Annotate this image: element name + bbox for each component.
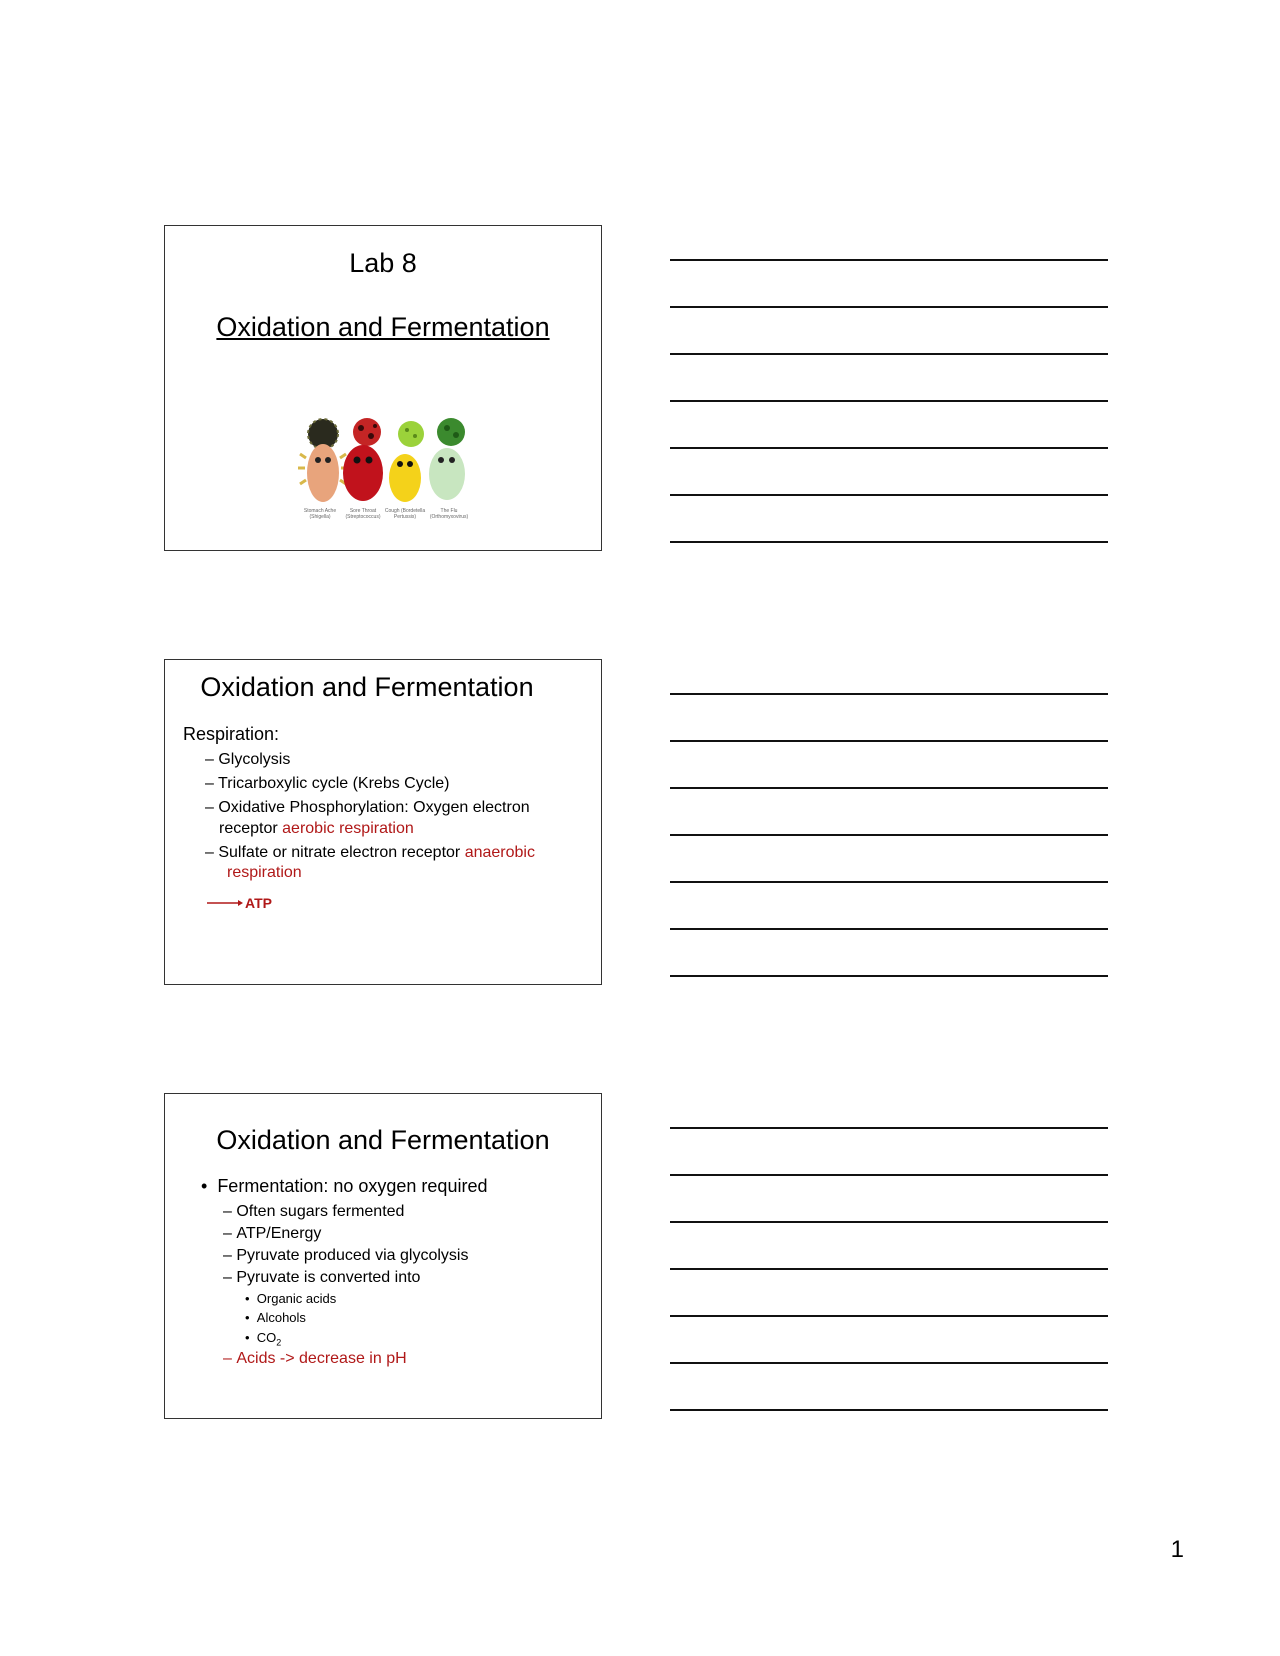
note-line xyxy=(670,1174,1108,1176)
subscript: 2 xyxy=(276,1337,282,1348)
image-caption: Cough (Bordetella Pertussis) xyxy=(384,508,426,520)
sub-item: – Often sugars fermented xyxy=(223,1203,405,1220)
germ-figures-image xyxy=(291,418,471,513)
sub-item-text: Acids -> decrease in pH xyxy=(236,1350,407,1367)
slide-1 xyxy=(164,225,602,551)
note-line xyxy=(670,881,1108,883)
note-line xyxy=(670,693,1108,695)
note-line xyxy=(670,1409,1108,1411)
bullet-dot: • xyxy=(201,1176,218,1196)
highlight-text: respiration xyxy=(227,864,302,881)
arrow-label: ATP xyxy=(245,895,272,911)
note-line xyxy=(670,834,1108,836)
note-line xyxy=(670,306,1108,308)
slide-subtitle: Oxidation and Fermentation xyxy=(216,312,550,342)
note-line xyxy=(670,1315,1108,1317)
sub-item-text: Often sugars fermented xyxy=(236,1203,405,1220)
note-line xyxy=(670,975,1108,977)
highlight-text: aerobic respiration xyxy=(282,820,414,837)
arrow-right-icon xyxy=(207,898,243,908)
note-line xyxy=(670,1268,1108,1270)
slide-title: Oxidation and Fermentation xyxy=(216,1125,550,1155)
highlight-text: anaerobic xyxy=(464,844,535,861)
sub-item-text: Pyruvate is converted into xyxy=(236,1269,421,1286)
sub-item: – Pyruvate is converted into xyxy=(223,1269,421,1286)
sub-sub-item: • Alcohols xyxy=(245,1310,306,1325)
sub-item: – Pyruvate produced via glycolysis xyxy=(223,1247,469,1264)
bullet-text: Fermentation: no oxygen required xyxy=(217,1176,488,1196)
note-line xyxy=(670,541,1108,543)
note-line xyxy=(670,1127,1108,1129)
sub-sub-item-text: Organic acids xyxy=(256,1291,337,1306)
list-item-text: receptor xyxy=(219,820,283,837)
list-item: – Oxidative Phosphorylation: Oxygen electron xyxy=(205,799,530,816)
slide-3 xyxy=(164,1093,602,1419)
sub-item: – ATP/Energy xyxy=(223,1225,322,1242)
slide-title: Oxidation and Fermentation xyxy=(200,672,534,702)
sub-item-text: ATP/Energy xyxy=(236,1225,322,1242)
slide-heading: Respiration: xyxy=(183,724,280,744)
sub-item-highlight: – Acids -> decrease in pH xyxy=(223,1350,407,1367)
note-line xyxy=(670,494,1108,496)
page-number: 1 xyxy=(1170,1536,1184,1563)
note-line xyxy=(670,787,1108,789)
bullet-item xyxy=(201,1176,487,1197)
note-line xyxy=(670,259,1108,261)
list-item-text: – Sulfate or nitrate electron receptor xyxy=(205,844,465,861)
slide-title: Lab 8 xyxy=(349,248,417,278)
list-item: – Glycolysis xyxy=(205,751,291,768)
note-line xyxy=(670,447,1108,449)
list-item xyxy=(205,844,535,862)
sub-sub-item: • Organic acids xyxy=(245,1291,337,1306)
note-line xyxy=(670,1362,1108,1364)
image-caption: Stomach Ache (Shigella) xyxy=(303,508,337,520)
list-item-continuation xyxy=(219,820,414,838)
sub-item-text: Pyruvate produced via glycolysis xyxy=(236,1247,469,1264)
sub-sub-item-text: Alcohols xyxy=(256,1310,306,1325)
sub-sub-item-text: CO xyxy=(256,1330,277,1345)
note-line xyxy=(670,1221,1108,1223)
note-line xyxy=(670,353,1108,355)
note-line xyxy=(670,740,1108,742)
slide-2 xyxy=(164,659,602,985)
image-caption: The Flu (Orthomyxovirus) xyxy=(429,508,469,520)
note-line xyxy=(670,928,1108,930)
list-item: – Tricarboxylic cycle (Krebs Cycle) xyxy=(205,775,450,792)
sub-sub-item: • $CO_2$ xyxy=(245,1330,282,1348)
note-line xyxy=(670,400,1108,402)
image-caption: Sore Throat (Streptococcus) xyxy=(345,508,381,520)
